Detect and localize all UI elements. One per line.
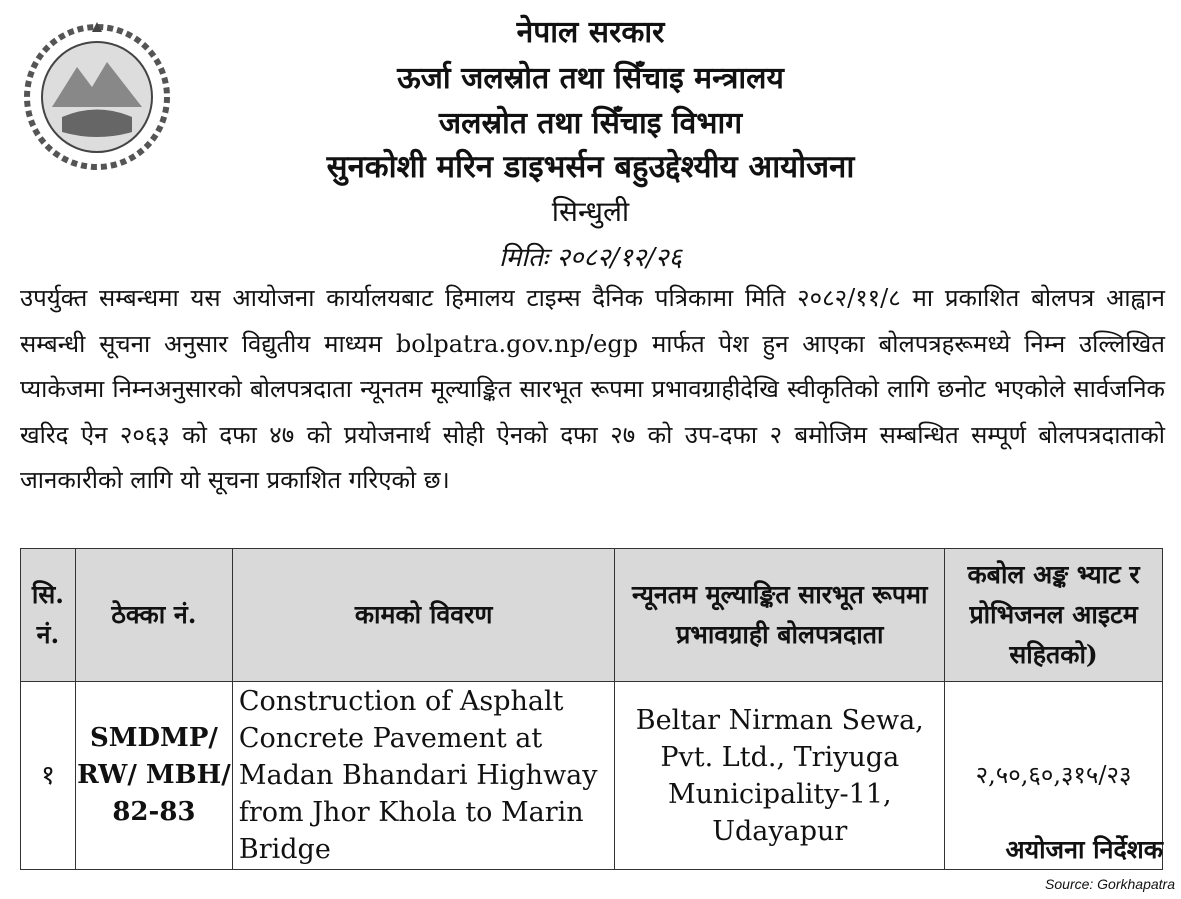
cell-contract: SMDMP/ RW/ MBH/ 82-83 [75, 682, 232, 870]
cell-description: Construction of Asphalt Concrete Pavement at Madan Bhandari Highway from Jhor Khola to Marin Bridge [232, 682, 615, 870]
notice-date: मितिः २०८२/१२/२६ [498, 243, 683, 273]
table-row [21, 682, 1163, 870]
source-credit: Source: Gorkhapatra [1045, 876, 1175, 892]
cell-sn: १ [21, 682, 76, 870]
cell-amount: २,५०,६०,३१५/२३ [945, 682, 1163, 870]
table-header-row [21, 549, 1163, 682]
header-department: जलस्रोत तथा सिँचाइ विभाग [438, 106, 743, 141]
header-location: सिन्धुली [551, 195, 630, 228]
header-government: नेपाल सरकार [516, 15, 665, 50]
cell-bidder: Beltar Nirman Sewa, Pvt. Ltd., Triyuga Municipality-11, Udayapur [615, 682, 945, 870]
col-header-amount: कबोल अङ्क भ्याट र प्रोभिजनल आइटम सहितको) [945, 549, 1163, 682]
col-header-contract: ठेक्का नं. [75, 549, 232, 682]
col-header-bidder: न्यूनतम मूल्याङ्कित सारभूत रूपमा प्रभावग्राही बोलपत्रदाता [615, 549, 945, 682]
header-project: सुनकोशी मरिन डाइभर्सन बहुउद्देश्यीय आयोजना [326, 149, 855, 185]
header-ministry: ऊर्जा जलस्रोत तथा सिँचाइ मन्त्रालय [397, 61, 784, 96]
signature-title: अयोजना निर्देशक [1005, 835, 1163, 864]
award-table [20, 548, 1163, 870]
col-header-sn: सि. नं. [21, 549, 76, 682]
notice-body: उपर्युक्त सम्बन्धमा यस आयोजना कार्यालयबाट हिमालय टाइम्स दैनिक पत्रिकामा मिति २०८२/११/८ मा प्रकाशित बोलपत्र आह्वान सम्बन्धी सूचना अनुसार विद्युतीय माध्यम bolpatra.gov.np/egp मार्फत पेश हुन आएका बोलपत्रहरूमध्ये निम्न उल्लिखित प्याकेजमा निम्नअनुसारको बोलपत्रदाता न्यूनतम मूल्याङ्कित सारभूत रूपमा प्रभावग्राहीदेखि स्वीकृतिको लागि छनोट भएकोले सार्वजनिक खरिद ऐन २०६३ को दफा ४७ को प्रयोजनार्थ सोही ऐनको दफा २७ को उप-दफा २ बमोजिम सम्बन्धित सम्पूर्ण बोलपत्रदाताको जानकारीको लागि यो सूचना प्रकाशित गरिएको छ। [20, 284, 1165, 494]
col-header-description: कामको विवरण [232, 549, 615, 682]
